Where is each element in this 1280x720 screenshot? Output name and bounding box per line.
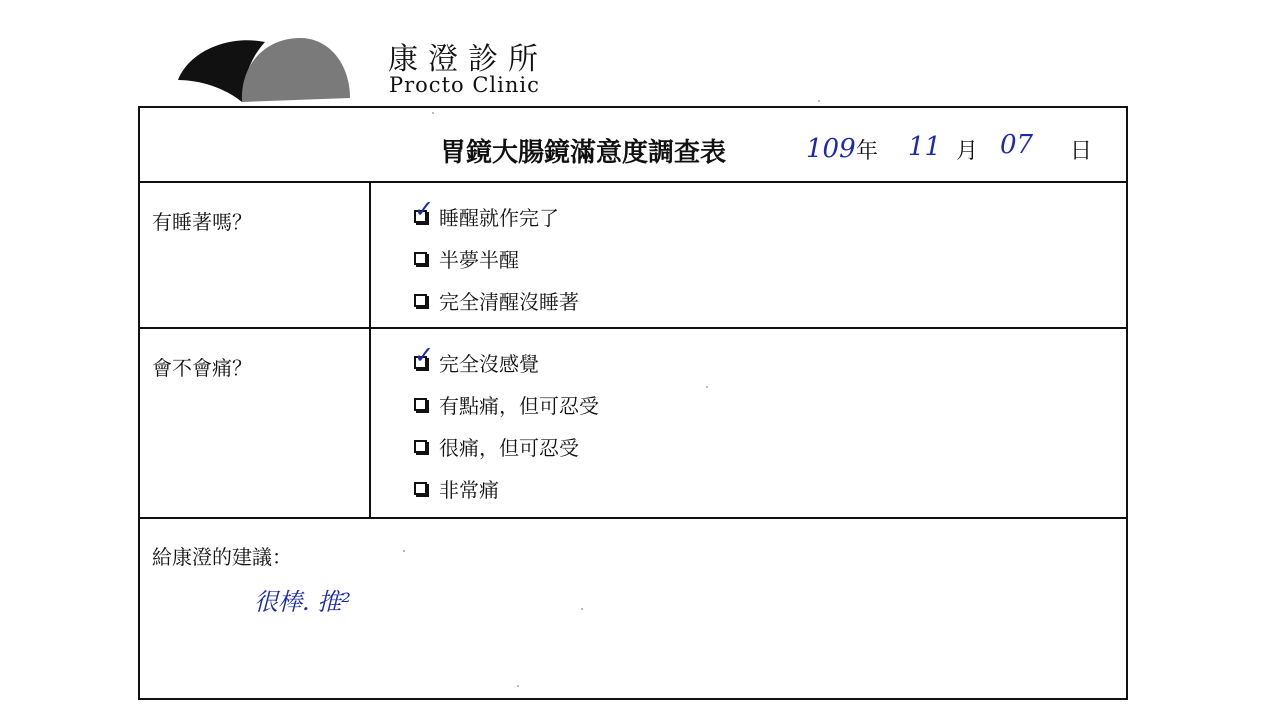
option-label: 有點痛，但可忍受 <box>439 393 599 418</box>
row-divider <box>140 327 1126 329</box>
option-slight-pain[interactable] <box>414 391 599 417</box>
option-label: 睡醒就作完了 <box>439 205 559 230</box>
suggestion-label: 給康澄的建議： <box>152 545 292 569</box>
scan-speck <box>403 550 405 552</box>
date-day-value: 07 <box>1000 130 1034 160</box>
date-day-label: 日 <box>1070 139 1093 164</box>
row-divider <box>140 181 1126 183</box>
question-pain-label: 會不會痛？ <box>152 356 252 380</box>
scan-speck <box>581 608 583 610</box>
scan-speck <box>432 112 434 114</box>
scan-speck <box>517 685 519 687</box>
option-no-feeling[interactable] <box>414 340 539 376</box>
suggestion-handwritten-text: 很棒. 推² <box>254 588 351 616</box>
option-extremely-painful[interactable] <box>414 475 499 501</box>
option-half-asleep[interactable] <box>414 245 519 271</box>
checkbox[interactable] <box>414 440 427 453</box>
option-label: 非常痛 <box>439 477 499 502</box>
checkbox[interactable] <box>414 398 427 411</box>
option-label: 很痛，但可忍受 <box>439 435 579 460</box>
survey-form <box>138 106 1128 700</box>
scan-speck <box>818 100 820 102</box>
checkbox-checked[interactable] <box>414 194 435 223</box>
column-divider <box>369 183 371 517</box>
option-label: 完全沒感覺 <box>439 351 539 376</box>
option-very-painful[interactable] <box>414 433 579 459</box>
clinic-name-english: Procto Clinic <box>389 73 540 97</box>
form-title: 胃鏡大腸鏡滿意度調查表 <box>440 138 727 168</box>
clinic-logo-icon <box>170 30 360 110</box>
checkbox[interactable] <box>414 252 427 265</box>
checkbox[interactable] <box>414 294 427 307</box>
option-fully-awake[interactable] <box>414 287 579 313</box>
date-year-value: 109 <box>806 134 856 164</box>
scan-speck <box>706 386 708 388</box>
option-sleep-finished[interactable] <box>414 194 559 230</box>
option-label: 完全清醒沒睡著 <box>439 289 579 314</box>
clinic-name-chinese: 康澄診所 <box>388 42 548 77</box>
question-sleep-label: 有睡著嗎？ <box>152 210 252 234</box>
check-mark-icon: ✓ <box>414 340 435 369</box>
check-mark-icon: ✓ <box>414 194 435 223</box>
row-divider <box>140 517 1126 519</box>
date-month-value: 11 <box>908 132 942 162</box>
checkbox[interactable] <box>414 482 427 495</box>
date-year-label: 年 <box>856 139 879 164</box>
checkbox-checked[interactable] <box>414 340 435 369</box>
option-label: 半夢半醒 <box>439 247 519 272</box>
date-month-label: 月 <box>956 139 979 164</box>
